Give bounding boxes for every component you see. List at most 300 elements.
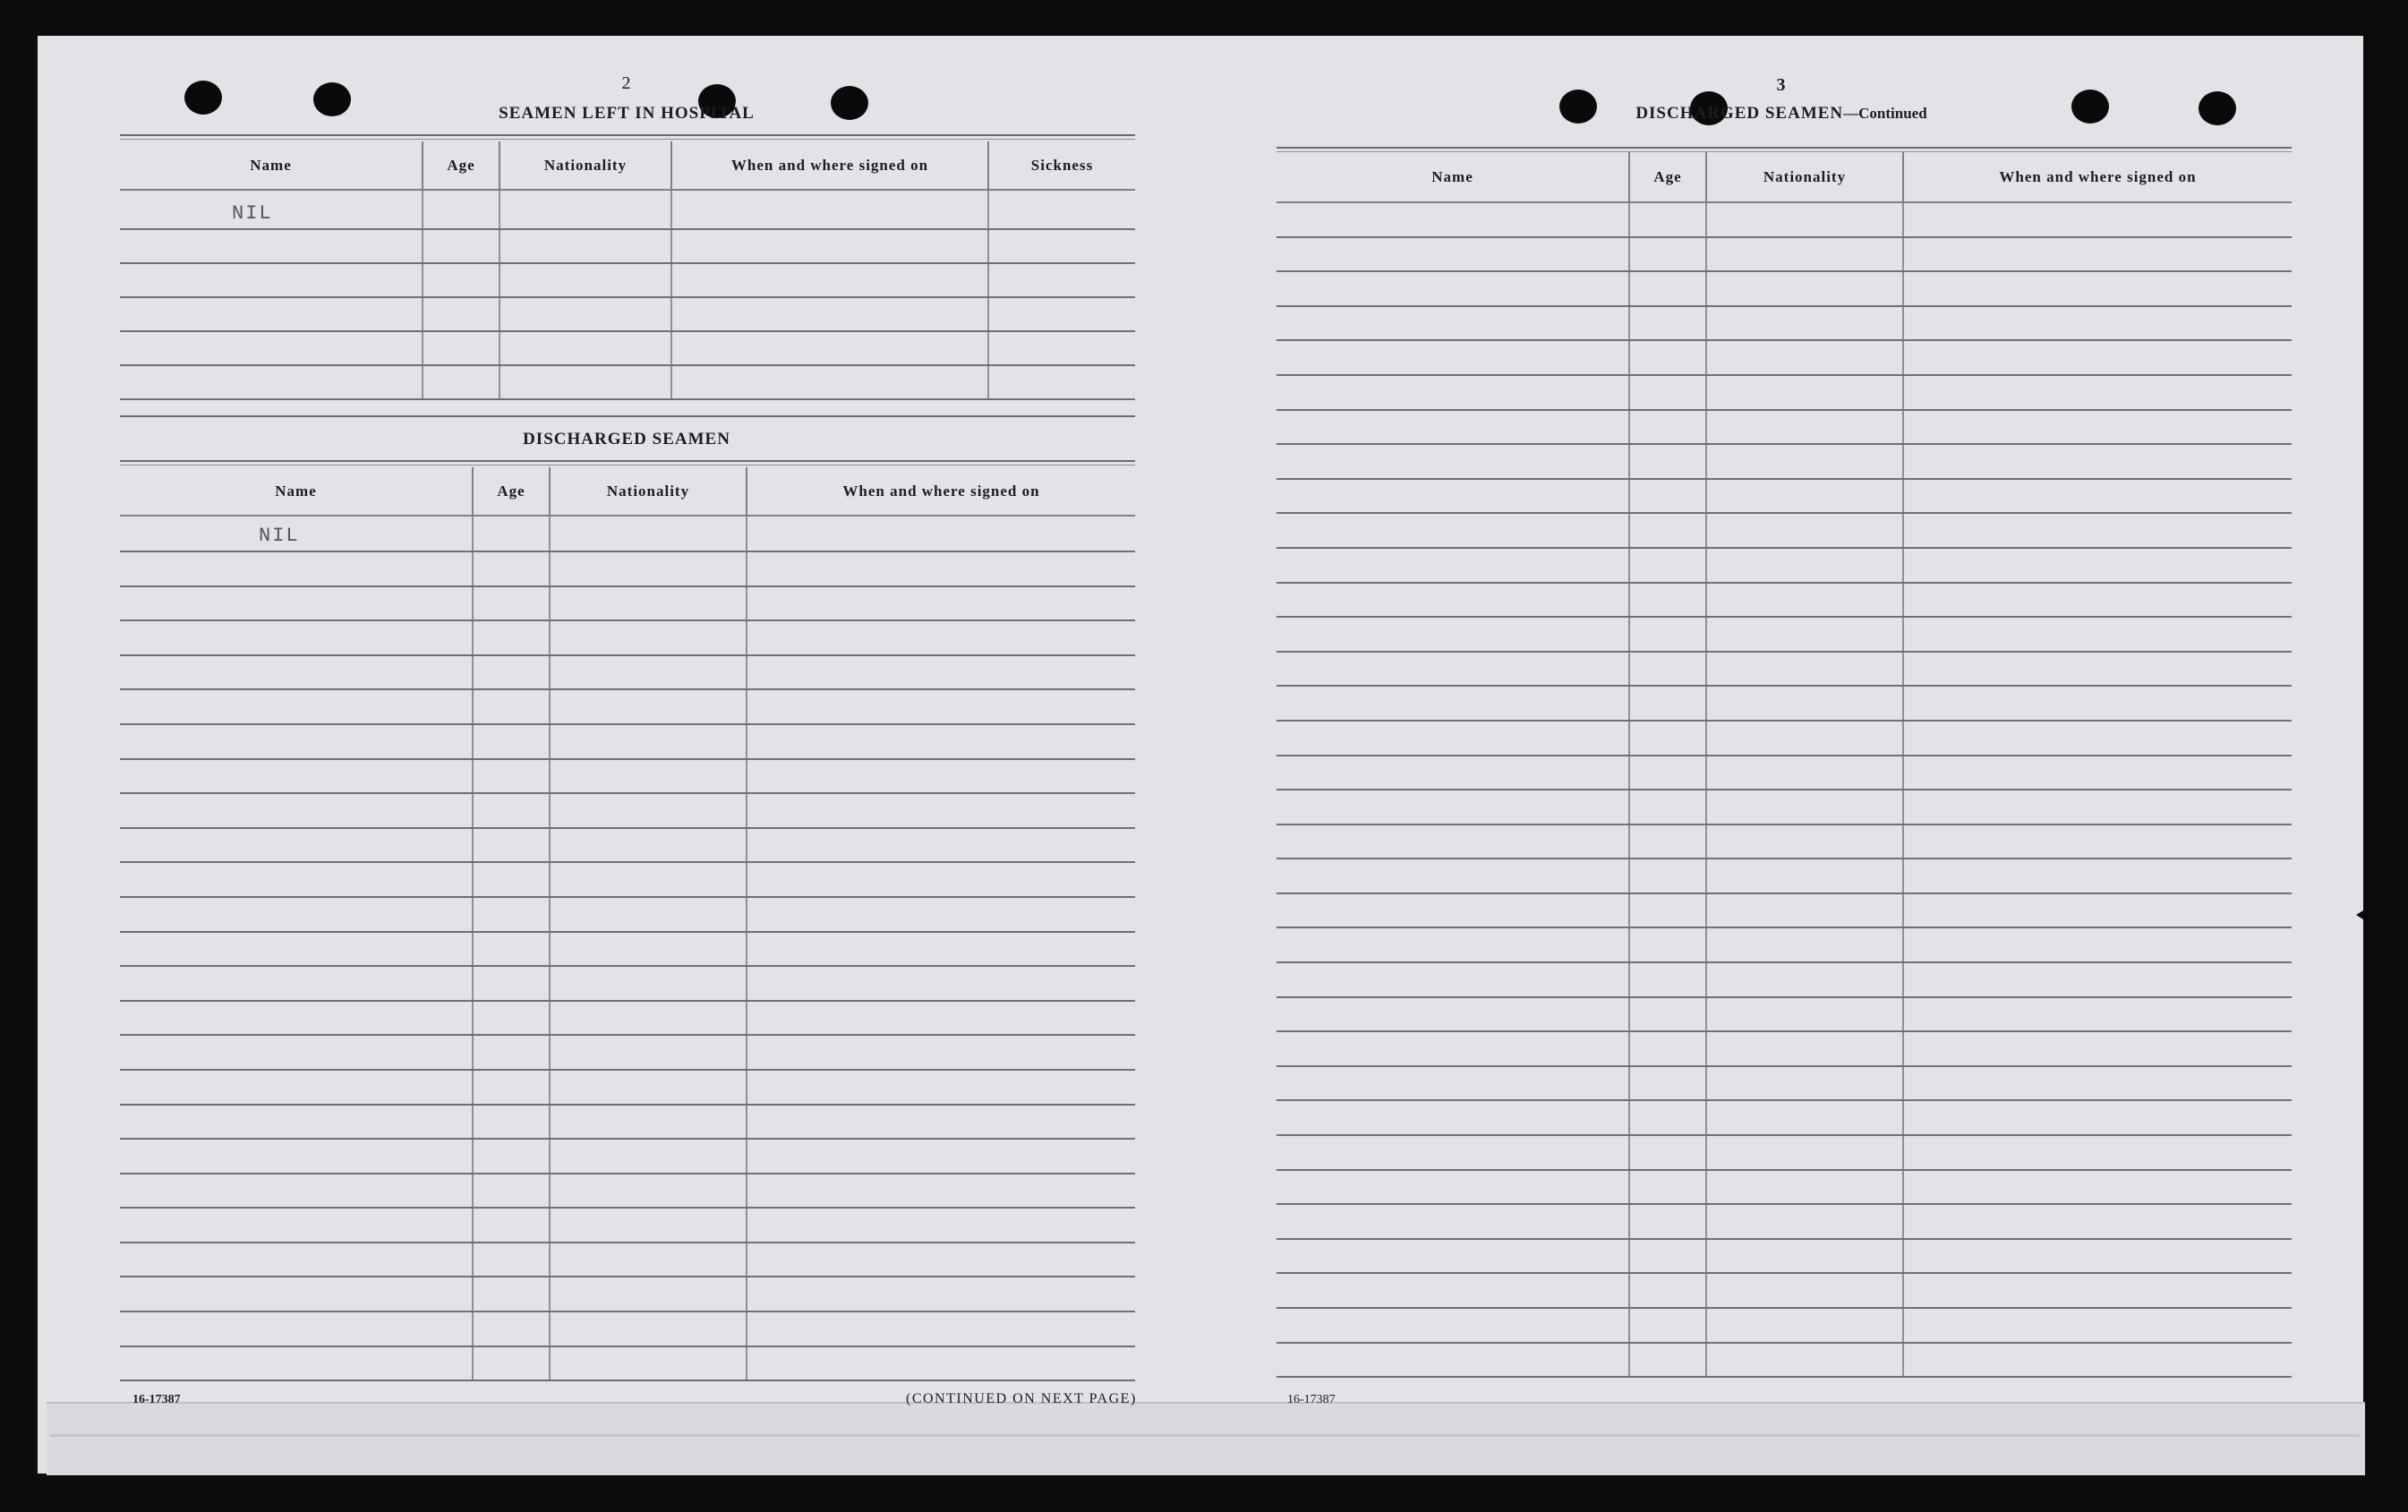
age-cell <box>473 586 550 621</box>
signed-on-cell <box>1903 1239 2292 1274</box>
form-number-right: 16-17387 <box>1287 1393 1336 1406</box>
signed-on-cell <box>1903 444 2292 479</box>
signed-on-cell <box>1903 1031 2292 1066</box>
nationality-cell <box>550 897 747 932</box>
signed-on-cell <box>747 1105 1135 1140</box>
age-cell <box>423 297 500 331</box>
ledger-row <box>120 1139 1135 1174</box>
name-cell <box>120 1174 473 1209</box>
ledger-row <box>120 1105 1135 1140</box>
age-cell <box>473 1311 550 1346</box>
ledger-row <box>120 620 1135 655</box>
name-cell <box>1277 479 1629 514</box>
name-cell <box>1277 997 1629 1032</box>
name-cell <box>1277 1343 1629 1378</box>
name-cell <box>1277 444 1629 479</box>
ledger-row <box>120 1035 1135 1070</box>
name-cell <box>1277 1273 1629 1308</box>
age-cell <box>1629 271 1706 306</box>
nationality-cell <box>1706 479 1903 514</box>
nationality-cell <box>550 828 747 863</box>
age-cell <box>1629 513 1706 548</box>
signed-on-cell <box>671 190 988 229</box>
age-cell <box>1629 1239 1706 1274</box>
age-cell <box>473 689 550 724</box>
punch-hole <box>184 81 222 115</box>
ledger-row <box>120 586 1135 621</box>
name-cell <box>120 516 473 551</box>
ledger-row <box>120 655 1135 690</box>
age-cell <box>1629 444 1706 479</box>
nationality-cell <box>550 1346 747 1381</box>
name-cell <box>1277 340 1629 375</box>
column-header-name: Name <box>1277 152 1629 202</box>
signed-on-cell <box>747 862 1135 897</box>
age-cell <box>1629 1135 1706 1170</box>
signed-on-cell <box>1903 1273 2292 1308</box>
nationality-cell <box>500 331 671 365</box>
age-cell <box>473 966 550 1001</box>
signed-on-cell <box>1903 756 2292 790</box>
ledger-row <box>1277 1308 2292 1343</box>
name-cell <box>120 793 473 828</box>
nationality-cell <box>550 932 747 967</box>
column-header-signed-on: When and where signed on <box>1903 152 2292 202</box>
nationality-cell <box>1706 824 1903 859</box>
ledger-row <box>120 689 1135 724</box>
age-cell <box>1629 583 1706 618</box>
column-header-name: Name <box>120 467 473 516</box>
age-cell <box>473 1243 550 1277</box>
ledger-row <box>120 1346 1135 1381</box>
nationality-cell <box>1706 306 1903 341</box>
ledger-row <box>120 897 1135 932</box>
ledger-row <box>120 190 1135 229</box>
signed-on-cell <box>747 759 1135 794</box>
age-cell <box>1629 1204 1706 1239</box>
sickness-cell <box>988 229 1135 263</box>
signed-on-cell <box>1903 1343 2292 1378</box>
name-cell <box>120 229 423 263</box>
name-cell <box>1277 721 1629 756</box>
ledger-row <box>1277 686 2292 721</box>
column-header-nationality: Nationality <box>500 141 671 190</box>
continued-note: (CONTINUED ON NEXT PAGE) <box>906 1391 1137 1406</box>
name-cell <box>120 759 473 794</box>
ledger-row <box>1277 1135 2292 1170</box>
age-cell <box>1629 1100 1706 1135</box>
name-cell <box>120 365 423 399</box>
signed-on-cell <box>747 1174 1135 1209</box>
discharged-top-rule <box>120 460 1135 466</box>
column-header-signed-on: When and where signed on <box>671 141 988 190</box>
age-cell <box>473 1208 550 1243</box>
nationality-cell <box>500 190 671 229</box>
name-cell <box>120 1208 473 1243</box>
signed-on-cell <box>1903 1100 2292 1135</box>
age-cell <box>1629 893 1706 928</box>
age-cell <box>1629 962 1706 997</box>
nationality-cell <box>550 793 747 828</box>
name-cell <box>1277 202 1629 237</box>
ledger-row <box>120 1243 1135 1277</box>
age-cell <box>1629 859 1706 893</box>
age-cell <box>423 190 500 229</box>
punch-hole <box>2071 90 2109 124</box>
name-cell <box>120 1035 473 1070</box>
age-cell <box>473 1035 550 1070</box>
right-title-suffix: —Continued <box>1843 105 1927 122</box>
name-cell <box>1277 617 1629 652</box>
right-title-main: DISCHARGED SEAMEN <box>1635 104 1844 123</box>
name-cell <box>120 1277 473 1311</box>
ledger-row <box>1277 583 2292 618</box>
nationality-cell <box>1706 548 1903 583</box>
name-cell <box>1277 790 1629 824</box>
name-cell <box>1277 927 1629 962</box>
name-cell <box>1277 686 1629 721</box>
nationality-cell <box>1706 962 1903 997</box>
nationality-cell <box>1706 721 1903 756</box>
right-discharged-table <box>1277 152 2292 1378</box>
ledger-row <box>1277 893 2292 928</box>
ledger-row <box>1277 756 2292 790</box>
age-cell <box>1629 824 1706 859</box>
nationality-cell <box>1706 444 1903 479</box>
name-cell <box>120 297 423 331</box>
ledger-row <box>1277 237 2292 272</box>
ledger-row <box>120 263 1135 297</box>
nationality-cell <box>1706 927 1903 962</box>
age-cell <box>473 724 550 759</box>
name-cell <box>1277 1308 1629 1343</box>
name-cell <box>1277 306 1629 341</box>
signed-on-cell <box>747 793 1135 828</box>
ledger-row <box>1277 1239 2292 1274</box>
signed-on-cell <box>1903 513 2292 548</box>
signed-on-cell <box>1903 652 2292 687</box>
column-header-sickness: Sickness <box>988 141 1135 190</box>
ledger-row <box>1277 513 2292 548</box>
name-cell <box>120 1311 473 1346</box>
age-cell <box>473 828 550 863</box>
ledger-row <box>1277 1031 2292 1066</box>
signed-on-cell <box>747 586 1135 621</box>
name-cell <box>120 724 473 759</box>
ledger-row <box>120 551 1135 586</box>
nationality-cell <box>1706 375 1903 410</box>
name-cell <box>120 620 473 655</box>
hospital-first-entry: NIL <box>232 202 273 225</box>
ledger-row <box>1277 1066 2292 1101</box>
age-cell <box>423 365 500 399</box>
nationality-cell <box>550 1174 747 1209</box>
signed-on-cell <box>747 1346 1135 1381</box>
nationality-cell <box>550 759 747 794</box>
name-cell <box>120 932 473 967</box>
signed-on-cell <box>671 229 988 263</box>
age-cell <box>473 932 550 967</box>
ledger-row <box>120 365 1135 399</box>
age-cell <box>1629 997 1706 1032</box>
column-header-age: Age <box>473 467 550 516</box>
name-cell <box>120 586 473 621</box>
signed-on-cell <box>1903 340 2292 375</box>
name-cell <box>120 689 473 724</box>
name-cell <box>120 828 473 863</box>
ledger-row <box>1277 652 2292 687</box>
punch-hole <box>313 82 351 116</box>
nationality-cell <box>1706 1204 1903 1239</box>
ledger-row <box>1277 548 2292 583</box>
signed-on-cell <box>1903 859 2292 893</box>
name-cell <box>1277 824 1629 859</box>
nationality-cell <box>1706 237 1903 272</box>
name-cell <box>120 897 473 932</box>
signed-on-cell <box>1903 962 2292 997</box>
age-cell <box>423 263 500 297</box>
signed-on-cell <box>747 1139 1135 1174</box>
name-cell <box>1277 410 1629 445</box>
sickness-cell <box>988 190 1135 229</box>
nationality-cell <box>1706 1170 1903 1205</box>
signed-on-cell <box>747 516 1135 551</box>
name-cell <box>120 263 423 297</box>
ledger-row <box>1277 927 2292 962</box>
signed-on-cell <box>747 1277 1135 1311</box>
ledger-row <box>120 793 1135 828</box>
signed-on-cell <box>1903 410 2292 445</box>
signed-on-cell <box>1903 686 2292 721</box>
signed-on-cell <box>1903 1170 2292 1205</box>
nationality-cell <box>550 1208 747 1243</box>
nationality-cell <box>500 365 671 399</box>
age-cell <box>473 1070 550 1105</box>
nationality-cell <box>1706 410 1903 445</box>
name-cell <box>120 966 473 1001</box>
age-cell <box>473 516 550 551</box>
name-cell <box>1277 1170 1629 1205</box>
signed-on-cell <box>747 655 1135 690</box>
name-cell <box>120 1243 473 1277</box>
nationality-cell <box>550 1311 747 1346</box>
ledger-row <box>1277 824 2292 859</box>
ledger-row <box>1277 1273 2292 1308</box>
age-cell <box>473 793 550 828</box>
nationality-cell <box>550 620 747 655</box>
name-cell <box>1277 652 1629 687</box>
hospital-top-rule <box>120 134 1135 140</box>
form-number-left: 16-17387 <box>132 1393 181 1406</box>
hospital-table <box>120 141 1135 400</box>
sickness-cell <box>988 365 1135 399</box>
punch-hole <box>2199 91 2236 125</box>
name-cell <box>120 331 423 365</box>
signed-on-cell <box>1903 583 2292 618</box>
age-cell <box>1629 790 1706 824</box>
nationality-cell <box>1706 1343 1903 1378</box>
sheet-bottom-strip <box>47 1402 2365 1475</box>
age-cell <box>1629 548 1706 583</box>
page-number-right: 3 <box>1776 75 1787 95</box>
signed-on-cell <box>671 297 988 331</box>
age-cell <box>1629 1170 1706 1205</box>
age-cell <box>473 897 550 932</box>
age-cell <box>1629 617 1706 652</box>
column-header-nationality: Nationality <box>550 467 747 516</box>
age-cell <box>1629 1343 1706 1378</box>
column-header-nationality: Nationality <box>1706 152 1903 202</box>
name-cell <box>1277 962 1629 997</box>
signed-on-cell <box>747 1001 1135 1036</box>
ledger-row <box>1277 479 2292 514</box>
nationality-cell <box>1706 756 1903 790</box>
signed-on-cell <box>1903 271 2292 306</box>
age-cell <box>1629 306 1706 341</box>
ledger-row <box>120 331 1135 365</box>
ledger-row <box>1277 1170 2292 1205</box>
nationality-cell <box>1706 859 1903 893</box>
hospital-section-title: SEAMEN LEFT IN HOSPITAL <box>499 104 755 123</box>
nationality-cell <box>1706 513 1903 548</box>
ledger-row <box>1277 617 2292 652</box>
name-cell <box>120 1139 473 1174</box>
signed-on-cell <box>747 828 1135 863</box>
ledger-row <box>1277 1204 2292 1239</box>
column-header-age: Age <box>423 141 500 190</box>
nationality-cell <box>1706 893 1903 928</box>
age-cell <box>1629 340 1706 375</box>
nationality-cell <box>500 263 671 297</box>
signed-on-cell <box>747 1243 1135 1277</box>
ledger-row <box>120 966 1135 1001</box>
ledger-row <box>120 828 1135 863</box>
nationality-cell <box>550 586 747 621</box>
nationality-cell <box>550 1105 747 1140</box>
name-cell <box>1277 583 1629 618</box>
ledger-row <box>120 1208 1135 1243</box>
name-cell <box>1277 1066 1629 1101</box>
ledger-row <box>120 1311 1135 1346</box>
age-cell <box>473 1001 550 1036</box>
nationality-cell <box>1706 1135 1903 1170</box>
nationality-cell <box>550 862 747 897</box>
age-cell <box>1629 1308 1706 1343</box>
ledger-row <box>120 759 1135 794</box>
name-cell <box>120 1001 473 1036</box>
ledger-row <box>120 932 1135 967</box>
ledger-row <box>1277 997 2292 1032</box>
sickness-cell <box>988 331 1135 365</box>
age-cell <box>473 759 550 794</box>
name-cell <box>1277 548 1629 583</box>
signed-on-cell <box>747 897 1135 932</box>
name-cell <box>1277 1031 1629 1066</box>
name-cell <box>1277 271 1629 306</box>
ledger-row <box>1277 859 2292 893</box>
edge-notch <box>2356 906 2370 924</box>
ledger-row <box>1277 790 2292 824</box>
signed-on-cell <box>1903 479 2292 514</box>
age-cell <box>1629 1273 1706 1308</box>
nationality-cell <box>550 1035 747 1070</box>
signed-on-cell <box>671 263 988 297</box>
page-number-left: 2 <box>621 73 632 93</box>
discharged-section-title: DISCHARGED SEAMEN <box>523 430 730 448</box>
nationality-cell <box>1706 202 1903 237</box>
ledger-row <box>1277 444 2292 479</box>
ledger-row <box>1277 721 2292 756</box>
right-page-title <box>1575 104 1987 124</box>
name-cell <box>120 551 473 586</box>
column-header-name: Name <box>120 141 423 190</box>
signed-on-cell <box>747 1311 1135 1346</box>
sickness-cell <box>988 263 1135 297</box>
ledger-row <box>120 1277 1135 1311</box>
nationality-cell <box>550 966 747 1001</box>
name-cell <box>1277 893 1629 928</box>
nationality-cell <box>550 1001 747 1036</box>
name-cell <box>1277 859 1629 893</box>
nationality-cell <box>550 1070 747 1105</box>
ledger-row <box>120 862 1135 897</box>
name-cell <box>1277 756 1629 790</box>
nationality-cell <box>1706 340 1903 375</box>
signed-on-cell <box>1903 1204 2292 1239</box>
signed-on-cell <box>747 551 1135 586</box>
signed-on-cell <box>1903 927 2292 962</box>
signed-on-cell <box>747 966 1135 1001</box>
signed-on-cell <box>1903 237 2292 272</box>
nationality-cell <box>1706 652 1903 687</box>
signed-on-cell <box>1903 824 2292 859</box>
nationality-cell <box>1706 1308 1903 1343</box>
ledger-row <box>1277 340 2292 375</box>
sheet-edge-line <box>50 1434 2360 1437</box>
signed-on-cell <box>747 689 1135 724</box>
ledger-row <box>120 297 1135 331</box>
nationality-cell <box>550 1277 747 1311</box>
age-cell <box>1629 652 1706 687</box>
signed-on-cell <box>747 1208 1135 1243</box>
nationality-cell <box>1706 1031 1903 1066</box>
ledger-row <box>1277 1100 2292 1135</box>
name-cell <box>120 655 473 690</box>
nationality-cell <box>1706 1100 1903 1135</box>
ledger-row <box>1277 962 2292 997</box>
signed-on-cell <box>1903 1135 2292 1170</box>
name-cell <box>1277 1135 1629 1170</box>
age-cell <box>473 1139 550 1174</box>
age-cell <box>473 655 550 690</box>
age-cell <box>1629 721 1706 756</box>
name-cell <box>1277 1204 1629 1239</box>
signed-on-cell <box>1903 721 2292 756</box>
ledger-row <box>1277 271 2292 306</box>
age-cell <box>473 551 550 586</box>
nationality-cell <box>550 655 747 690</box>
name-cell <box>120 862 473 897</box>
ledger-row <box>1277 202 2292 237</box>
ledger-row <box>120 1174 1135 1209</box>
discharged-first-entry: NIL <box>259 525 300 547</box>
discharged-table <box>120 467 1135 1381</box>
nationality-cell <box>1706 1239 1903 1274</box>
nationality-cell <box>550 724 747 759</box>
nationality-cell <box>550 1243 747 1277</box>
signed-on-cell <box>1903 202 2292 237</box>
signed-on-cell <box>1903 893 2292 928</box>
